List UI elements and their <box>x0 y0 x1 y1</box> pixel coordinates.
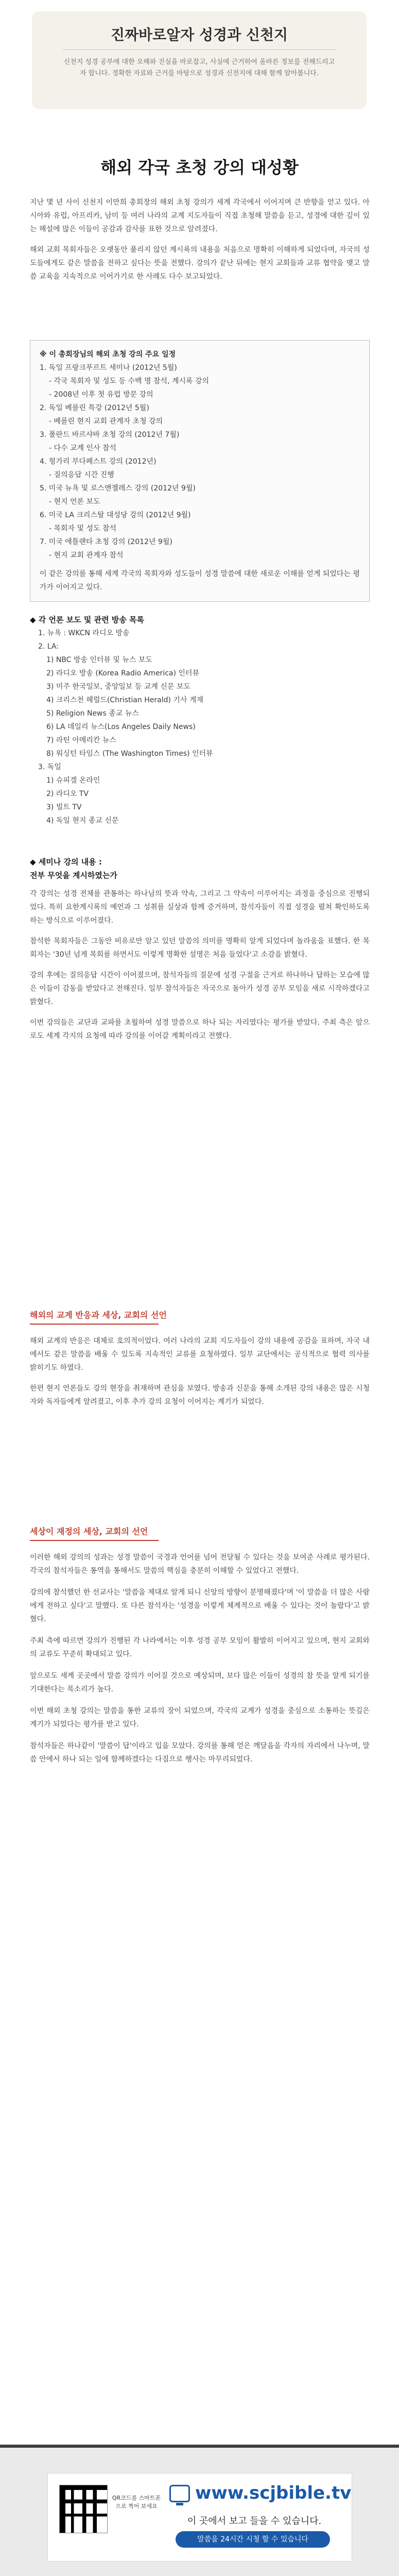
source-item: 5) Religion News 종교 뉴스 <box>46 709 139 718</box>
header-description: 신천지 성경 공부에 대한 오해와 진실을 바로잡고, 사실에 근거하여 올바른 정보를 전해드리고자 합니다. 정확한 자료와 근거를 바탕으로 성경과 신천지에 대해 함께 알아봅니다. <box>63 58 335 77</box>
schedule-box <box>30 340 370 602</box>
declaration-paragraph: 참석자들은 하나같이 '말씀이 답'이라고 입을 모았다. 강의를 통해 얻은 깨달음을 각자의 자리에서 나누며, 말씀 안에서 하나 되는 일에 함께하겠다는 다짐으로 행사는 마무리되었다. <box>30 1742 370 1764</box>
source-item: 3) 미주 한국일보, 중앙일보 등 교계 신문 보도 <box>46 683 190 691</box>
site-url-link[interactable]: www.scjbible.tv <box>195 2483 352 2503</box>
source-item: 1) NBC 방송 인터뷰 및 뉴스 보도 <box>46 656 152 664</box>
watch-24h-badge: 말씀을 24시간 시청 할 수 있습니다 <box>176 2531 330 2548</box>
tv-icon <box>169 2485 190 2502</box>
lecture-section <box>30 855 370 1043</box>
qr-caption: QR코드를 스마트폰으로 찍어 보세요 <box>112 2495 161 2510</box>
schedule-item: - 질의응답 시간 진행 <box>49 471 114 479</box>
header-divider <box>63 49 336 50</box>
declaration-paragraph: 주최 측에 따르면 강의가 진행된 각 나라에서는 이후 성경 공부 모임이 활발히 이어지고 있으며, 현지 교회와의 교류도 꾸준히 확대되고 있다. <box>30 1637 370 1658</box>
source-item: 4) 크리스천 헤럴드(Christian Herald) 기사 게재 <box>46 696 203 704</box>
sources-list <box>30 626 370 827</box>
sources-section <box>30 613 370 827</box>
reaction-paragraph: 한편 현지 언론들도 강의 현장을 취재하며 관심을 보였다. 방송과 신문을 통해 소개된 강의 내용은 많은 시청자와 독자들에게 알려졌고, 이후 추가 강의 요청이 이어지는 계기가 되었다. <box>30 1384 370 1406</box>
schedule-heading: ※ 이 총회장님의 해외 초청 강의 주요 일정 <box>40 350 176 359</box>
declaration-section <box>30 1551 370 1766</box>
footer-banner <box>47 2473 352 2562</box>
source-item: 2. LA: <box>38 642 59 651</box>
schedule-list <box>40 361 360 562</box>
intro <box>30 196 370 283</box>
source-item: 7) 라틴 아메리칸 뉴스 <box>46 736 116 744</box>
lecture-heading: ◆ 세미나 강의 내용 : <box>30 857 102 867</box>
reaction-section <box>30 1334 370 1409</box>
schedule-item: - 베를린 현지 교회 관계자 초청 강의 <box>49 417 163 426</box>
schedule-item: 2. 독일 베를린 특강 (2012년 5월) <box>40 404 149 412</box>
footer <box>0 2445 399 2576</box>
declaration-paragraph: 강의에 참석했던 한 선교사는 '말씀을 제대로 알게 되니 신앙의 방향이 분명해졌다'며 '이 말씀을 더 많은 사람에게 전하고 싶다'고 말했다. 또 다른 참석자는 '성경을 이렇게 체계적으로 배울 수 있다는 것이 놀랍다'고 밝혔다. <box>30 1588 370 1623</box>
lecture-paragraph: 참석한 목회자들은 그동안 비유로만 알고 있던 말씀의 의미를 명확히 알게 되었다며 놀라움을 표했다. 한 목회자는 '30년 넘게 목회를 하면서도 이렇게 명확한 설명은 처음 들었다'고 소감을 밝혔다. <box>30 937 370 959</box>
header-title: 진짜바로알자 성경과 신천지 <box>110 26 288 43</box>
lecture-paragraph: 이번 강의들은 교단과 교파를 초월하여 성경 말씀으로 하나 되는 자리였다는 평가를 받았다. 주최 측은 앞으로도 세계 각지의 요청에 따라 강의를 이어갈 계획이라고 전했다. <box>30 1019 370 1040</box>
schedule-item: 5. 미국 뉴욕 및 로스앤젤레스 강의 (2012년 9월) <box>40 484 196 493</box>
declaration-paragraph: 이러한 해외 강의의 성과는 성경 말씀이 국경과 언어를 넘어 전달될 수 있다는 것을 보여준 사례로 평가된다. 각국의 참석자들은 통역을 통해서도 말씀의 핵심을 충분히 이해할 수 있었다고 전했다. <box>30 1553 370 1575</box>
declaration-paragraph: 이번 해외 초청 강의는 말씀을 통한 교류의 장이 되었으며, 각국의 교계가 성경을 중심으로 소통하는 뜻깊은 계기가 되었다는 평가를 받고 있다. <box>30 1707 370 1728</box>
schedule-item: - 현지 언론 보도 <box>49 498 100 506</box>
sources-heading: ◆ 각 언론 보도 및 관련 방송 목록 <box>30 615 144 624</box>
declaration-paragraph: 앞으로도 세계 곳곳에서 말씀 강의가 이어질 것으로 예상되며, 보다 많은 이들이 성경의 참 뜻을 알게 되기를 기대한다는 목소리가 높다. <box>30 1672 370 1693</box>
schedule-item: 4. 헝가리 부다페스트 강의 (2012년) <box>40 457 157 466</box>
article-title: 해외 각국 초청 강의 대성황 <box>100 158 299 177</box>
source-item: 1) 슈피겔 온라인 <box>46 776 100 785</box>
schedule-item: - 각국 목회자 및 성도 등 수백 명 참석, 계시록 강의 <box>49 377 209 385</box>
schedule-item: 3. 폴란드 바르샤바 초청 강의 (2012년 7월) <box>40 431 180 439</box>
source-item: 4) 독일 현지 종교 신문 <box>46 817 119 825</box>
reaction-paragraph: 해외 교계의 반응은 대체로 호의적이었다. 여러 나라의 교회 지도자들이 강의 내용에 공감을 표하며, 자국 내에서도 같은 말씀을 배울 수 있도록 지속적인 교류를 요청하였다. 일부 교단에서는 공식적으로 협력 의사를 밝히기도 하였다. <box>30 1337 370 1372</box>
footer-divider <box>0 2445 399 2448</box>
declaration-heading: 세상이 재정의 세상, 교회의 선언 <box>30 1525 370 1541</box>
qr-code-icon[interactable] <box>59 2485 108 2533</box>
source-item: 3. 독일 <box>38 763 61 771</box>
intro-paragraph: 지난 몇 년 사이 신천지 이만희 총회장의 해외 초청 강의가 세계 각국에서 이어지며 큰 반향을 얻고 있다. 아시아와 유럽, 아프리카, 남미 등 여러 나라의 교계 지도자들이 직접 초청해 말씀을 듣고, 성경에 대한 깊이 있는 해설에 많은 이들이 공감과 감사를 표한 것으로 알려졌다. <box>30 198 370 233</box>
schedule-item: 1. 독일 프랑크푸르트 세미나 (2012년 5월) <box>40 364 177 372</box>
schedule-item: - 다수 교계 인사 참석 <box>49 444 117 452</box>
source-item: 3) 빌트 TV <box>46 803 82 811</box>
schedule-item: 6. 미국 LA 크리스탈 대성당 강의 (2012년 9월) <box>40 511 191 519</box>
lecture-paragraph: 각 강의는 성경 전체를 관통하는 하나님의 뜻과 약속, 그리고 그 약속이 이루어지는 과정을 중심으로 진행되었다. 특히 요한계시록의 예언과 그 성취를 실상과 함께 증거하며, 참석자들이 직접 성경을 펼쳐 확인하도록 하는 방식으로 이루어졌다. <box>30 890 370 925</box>
lecture-paragraph: 강의 후에는 질의응답 시간이 이어졌으며, 참석자들의 질문에 성경 구절을 근거로 하나하나 답하는 모습에 많은 이들이 감동을 받았다고 전해진다. 일부 참석자들은 자국으로 돌아가 성경 공부 모임을 새로 시작하겠다고 밝혔다. <box>30 971 370 1006</box>
schedule-item: 7. 미국 애틀랜타 초청 강의 (2012년 9월) <box>40 538 172 546</box>
reaction-heading: 해외의 교계 반응과 세상, 교회의 선언 <box>30 1309 370 1325</box>
source-item: 8) 워싱턴 타임스 (The Washington Times) 인터뷰 <box>46 750 213 758</box>
lecture-subheading: 전부 무엇을 계시하였는가 <box>30 871 117 880</box>
schedule-item: - 목회자 및 성도 참석 <box>49 524 117 533</box>
schedule-item: - 2008년 이후 첫 유럽 방문 강의 <box>49 391 153 399</box>
source-item: 2) 라디오 방송 (Korea Radio America) 인터뷰 <box>46 669 199 677</box>
source-item: 2) 라디오 TV <box>46 790 89 798</box>
intro-paragraph: 해외 교회 목회자들은 오랫동안 풀리지 않던 계시록의 내용을 처음으로 명확히 이해하게 되었다며, 자국의 성도들에게도 같은 말씀을 전하고 싶다는 뜻을 전했다. 강의가 끝난 뒤에는 현지 교회들과 교류 협약을 맺고 말씀 교육을 지속적으로 이어가기로 한 사례도 다수 보고되었다. <box>30 246 370 281</box>
footer-tagline: 이 곳에서 보고 들을 수 있습니다. <box>187 2516 322 2527</box>
source-item: 1. 뉴욕 : WKCN 라디오 방송 <box>38 629 130 637</box>
schedule-item: - 현지 교회 관계자 참석 <box>49 551 124 560</box>
schedule-note: 이 같은 강의를 통해 세계 각국의 목회자와 성도들이 성경 말씀에 대한 새로운 이해를 얻게 되었다는 평가가 이어지고 있다. <box>40 570 360 591</box>
header-banner <box>32 11 367 109</box>
source-item: 6) LA 데일리 뉴스(Los Angeles Daily News) <box>46 723 196 731</box>
